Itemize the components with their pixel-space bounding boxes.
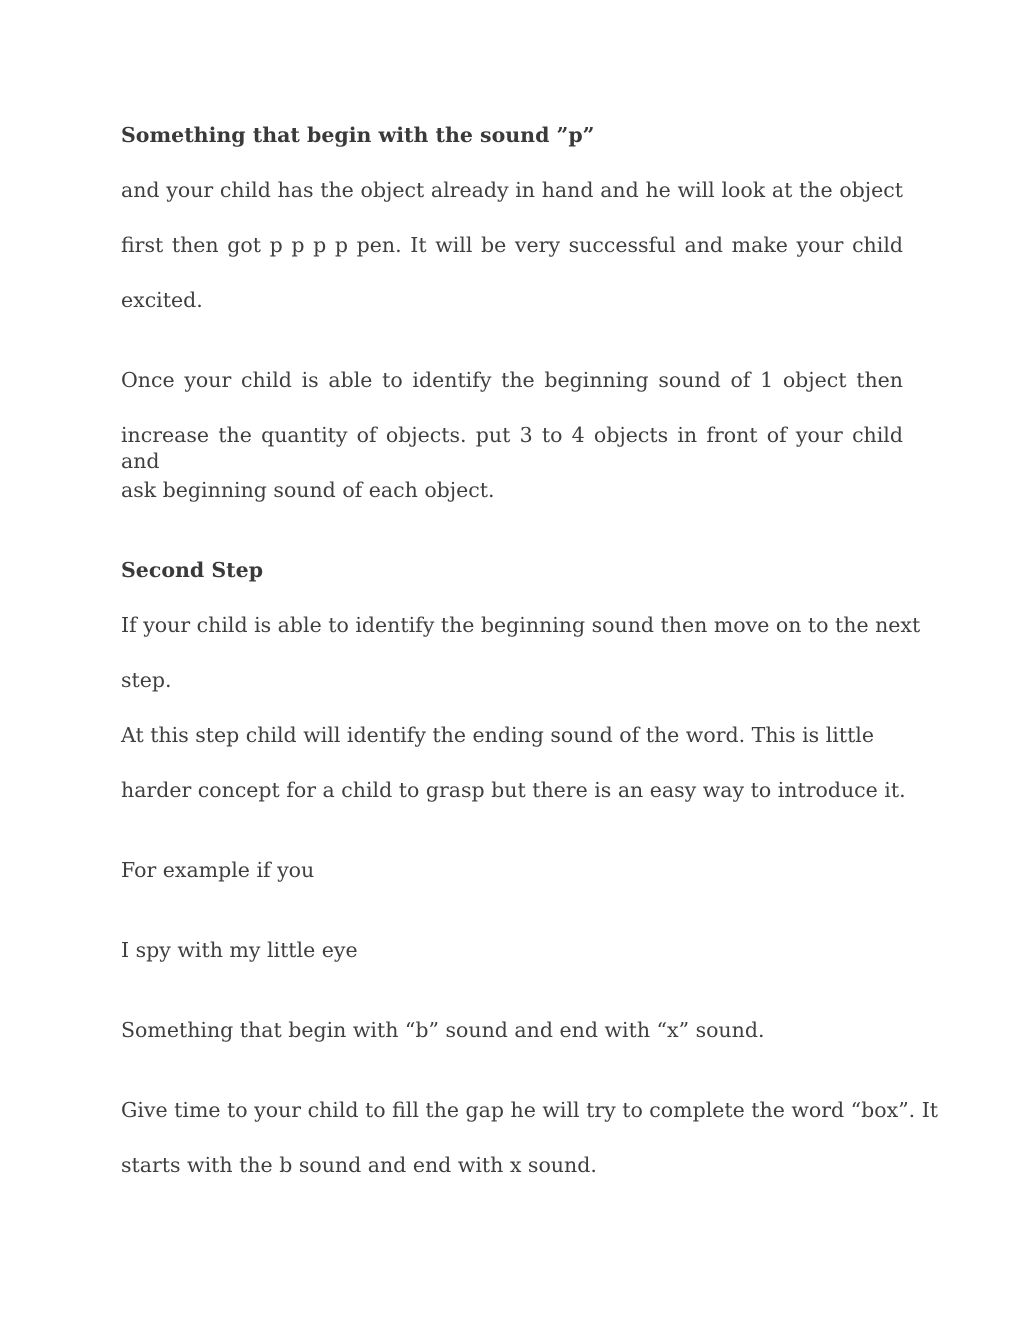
paragraph-line: For example if you: [121, 858, 315, 882]
paragraph-line: starts with the b sound and end with x sound.: [121, 1153, 597, 1177]
paragraph-line: Give time to your child to fill the gap he will try to complete the word “box”. It: [121, 1098, 939, 1122]
paragraph-line: and your child has the object already in hand and he will look at the object: [121, 178, 903, 202]
paragraph-line: excited.: [121, 288, 203, 312]
paragraph-line: At this step child will identify the ending sound of the word. This is little: [121, 723, 874, 747]
heading-sound-p: Something that begin with the sound ”p”: [121, 123, 595, 147]
paragraph-line: step.: [121, 668, 172, 692]
paragraph-line: I spy with my little eye: [121, 938, 358, 962]
paragraph-line: ask beginning sound of each object.: [121, 478, 495, 502]
heading-second-step: Second Step: [121, 558, 264, 582]
paragraph-line: harder concept for a child to grasp but there is an easy way to introduce it.: [121, 778, 906, 802]
paragraph-line: increase the quantity of objects. put 3 to 4 objects in front of your child and: [121, 423, 903, 473]
paragraph-line: Something that begin with “b” sound and end with “x” sound.: [121, 1018, 765, 1042]
paragraph-line: If your child is able to identify the beginning sound then move on to the next: [121, 613, 921, 637]
paragraph-line: first then got p p p p pen. It will be very successful and make your child: [121, 233, 903, 257]
paragraph-line: Once your child is able to identify the beginning sound of 1 object then: [121, 368, 903, 392]
